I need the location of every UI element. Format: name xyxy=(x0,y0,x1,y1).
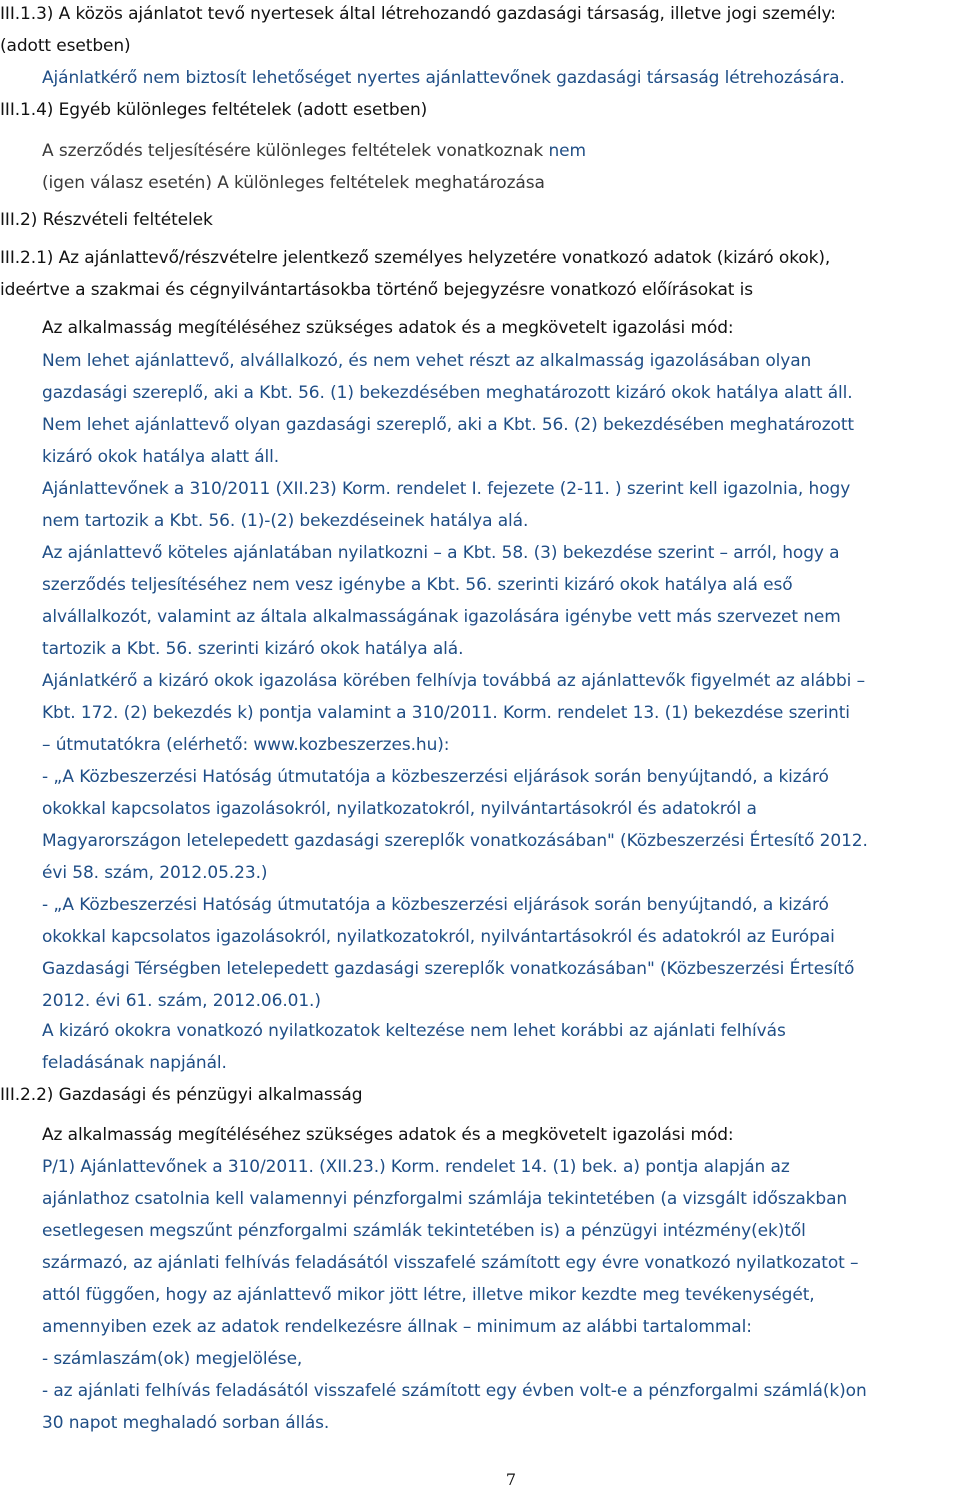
answer-value: nem xyxy=(548,141,586,161)
document-line: alvállalkozót, valamint az általa alkalmasságának igazolására igénybe vett más szervezet nem xyxy=(42,607,841,627)
document-line: P/1) Ajánlattevőnek a 310/2011. (XII.23.) Korm. rendelet 14. (1) bek. a) pontja alapján az xyxy=(42,1157,790,1177)
document-line: Ajánlattevőnek a 310/2011 (XII.23) Korm. rendelet I. fejezete (2-11. ) szerint kell igazolnia, hogy xyxy=(42,479,851,499)
document-line: III.2.1) Az ajánlattevő/részvételre jelentkező személyes helyzetére vonatkozó adatok (kizáró okok), xyxy=(0,248,831,268)
document-line: 30 napot meghaladó sorban állás. xyxy=(42,1413,330,1433)
document-line: esetlegesen megszűnt pénzforgalmi számlák tekintetében is) a pénzügyi intézmény(ek)től xyxy=(42,1221,806,1241)
document-line: - az ajánlati felhívás feladásától visszafelé számított egy évben volt-e a pénzforgalmi számlá(k)on xyxy=(42,1381,867,1401)
document-line: Ajánlatkérő a kizáró okok igazolása körében felhívja továbbá az ajánlattevők figyelmét az alábbi – xyxy=(42,671,865,691)
document-line: III.2.2) Gazdasági és pénzügyi alkalmasság xyxy=(0,1085,363,1105)
document-line: Nem lehet ajánlattevő, alvállalkozó, és nem vehet részt az alkalmasság igazolásában olyan xyxy=(42,351,812,371)
document-line: 2012. évi 61. szám, 2012.06.01.) xyxy=(42,991,321,1011)
document-line: - „A Közbeszerzési Hatóság útmutatója a közbeszerzési eljárások során benyújtandó, a kizáró xyxy=(42,767,829,787)
document-line: származó, az ajánlati felhívás feladásától visszafelé számított egy évre vonatkozó nyilatkozatot – xyxy=(42,1253,859,1273)
document-line: III.1.3) A közös ajánlatot tevő nyertesek által létrehozandó gazdasági társaság, illetve jogi személy: xyxy=(0,4,836,24)
page-number: 7 xyxy=(505,1470,517,1489)
document-line: Kbt. 172. (2) bekezdés k) pontja valamint a 310/2011. Korm. rendelet 13. (1) bekezdése szerinti xyxy=(42,703,850,723)
document-line: Az alkalmasság megítéléséhez szükséges adatok és a megkövetelt igazolási mód: xyxy=(42,1125,734,1145)
document-line: Nem lehet ajánlattevő olyan gazdasági szereplő, aki a Kbt. 56. (2) bekezdésében meghatározott xyxy=(42,415,854,435)
document-line: III.2) Részvételi feltételek xyxy=(0,210,213,230)
document-line: Az alkalmasság megítéléséhez szükséges adatok és a megkövetelt igazolási mód: xyxy=(42,318,734,338)
document-line: A kizáró okokra vonatkozó nyilatkozatok keltezése nem lehet korábbi az ajánlati felhívás xyxy=(42,1021,786,1041)
document-line: - „A Közbeszerzési Hatóság útmutatója a közbeszerzési eljárások során benyújtandó, a kizáró xyxy=(42,895,829,915)
document-line: III.1.4) Egyéb különleges feltételek (adott esetben) xyxy=(0,100,428,120)
document-line: (adott esetben) xyxy=(0,36,131,56)
document-line: okokkal kapcsolatos igazolásokról, nyilatkozatokról, nyilvántartásokról és adatokról az Európai xyxy=(42,927,835,947)
document-line: Gazdasági Térségben letelepedett gazdasági szereplők vonatkozásában" (Közbeszerzési Értesítő xyxy=(42,959,855,979)
document-line: ajánlathoz csatolnia kell valamennyi pénzforgalmi számlája tekintetében (a vizsgált időszakban xyxy=(42,1189,848,1209)
document-line: ideértve a szakmai és cégnyilvántartásokba történő bejegyzésre vonatkozó előírásokat is xyxy=(0,280,754,300)
document-line: nem tartozik a Kbt. 56. (1)-(2) bekezdéseinek hatálya alá. xyxy=(42,511,529,531)
document-line: gazdasági szereplő, aki a Kbt. 56. (1) bekezdésében meghatározott kizáró okok hatálya alatt áll. xyxy=(42,383,853,403)
document-line: kizáró okok hatálya alatt áll. xyxy=(42,447,280,467)
document-line: szerződés teljesítéséhez nem vesz igénybe a Kbt. 56. szerinti kizáró okok hatálya alá eső xyxy=(42,575,793,595)
document-line: – útmutatókra (elérhető: www.kozbeszerzes.hu): xyxy=(42,735,450,755)
document-line: tartozik a Kbt. 56. szerinti kizáró okok hatálya alá. xyxy=(42,639,464,659)
document-line: okokkal kapcsolatos igazolásokról, nyilatkozatokról, nyilvántartásokról és adatokról a xyxy=(42,799,757,819)
document-line: attól függően, hogy az ajánlattevő mikor jött létre, illetve mikor kezdte meg tevékenységét, xyxy=(42,1285,815,1305)
document-line: Magyarországon letelepedett gazdasági szereplők vonatkozásában" (Közbeszerzési Értesítő 2012. xyxy=(42,831,868,851)
document-line: amennyiben ezek az adatok rendelkezésre állnak – minimum az alábbi tartalommal: xyxy=(42,1317,752,1337)
document-line: feladásának napjánál. xyxy=(42,1053,227,1073)
document-line: - számlaszám(ok) megjelölése, xyxy=(42,1349,303,1369)
document-line: évi 58. szám, 2012.05.23.) xyxy=(42,863,268,883)
document-line: Ajánlatkérő nem biztosít lehetőséget nyertes ajánlattevőnek gazdasági társaság létrehozására. xyxy=(42,68,845,88)
document-line: (igen válasz esetén) A különleges feltételek meghatározása xyxy=(42,173,545,193)
document-line: A szerződés teljesítésére különleges feltételek vonatkoznak nem xyxy=(42,141,586,161)
document-line: Az ajánlattevő köteles ajánlatában nyilatkozni – a Kbt. 58. (3) bekezdése szerint – arról, hogy a xyxy=(42,543,840,563)
